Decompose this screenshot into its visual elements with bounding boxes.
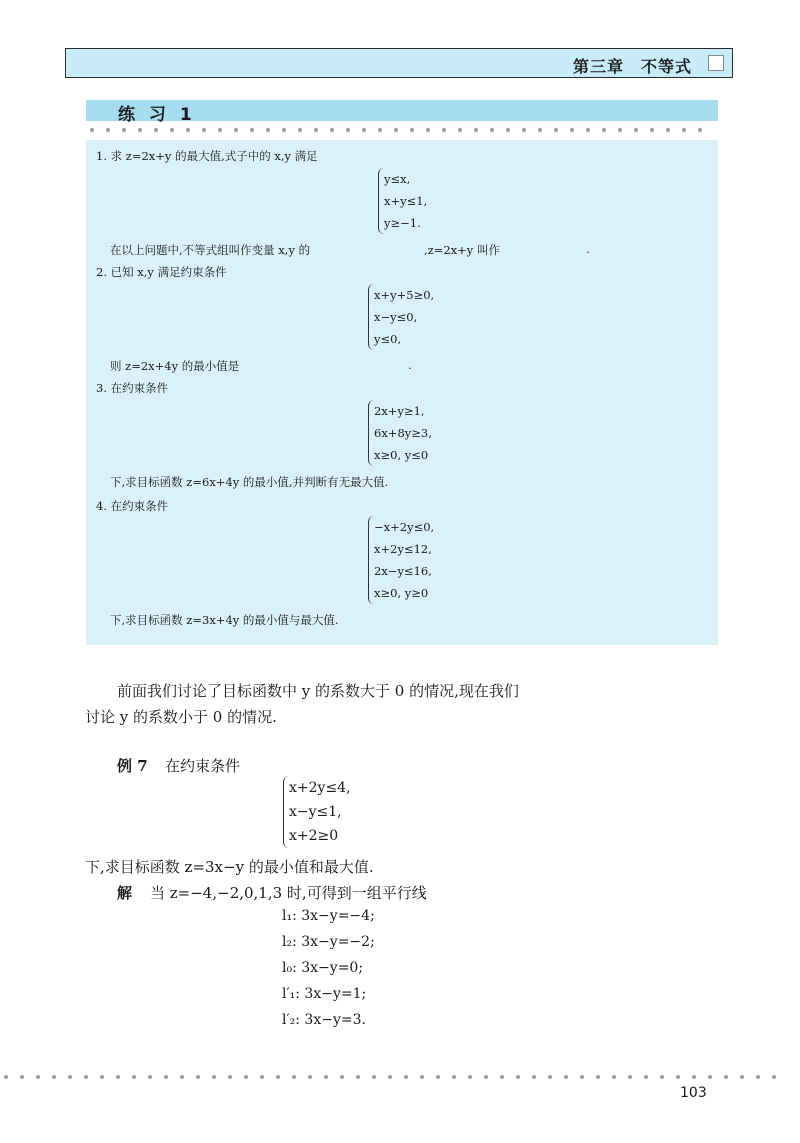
divider-dot	[314, 128, 318, 132]
exercise-title: 练 习 1	[118, 105, 196, 125]
divider-dot	[676, 1075, 680, 1079]
divider-dot	[20, 1075, 24, 1079]
example-ineq-1: x+2y≤4,	[289, 780, 351, 796]
divider-dot	[650, 128, 654, 132]
example-ineq-3: x+2≥0	[289, 828, 339, 844]
divider-dot	[388, 1075, 392, 1079]
divider-dot	[196, 1075, 200, 1079]
q4-prompt: 4. 在约束条件	[96, 499, 169, 513]
divider-dot	[84, 1075, 88, 1079]
q3-after: 下,求目标函数 z=6x+4y 的最小值,并判断有无最大值.	[110, 475, 389, 489]
divider-dot	[634, 128, 638, 132]
q3-ineq-1: 2x+y≥1,	[374, 404, 425, 418]
divider-dot	[372, 1075, 376, 1079]
divider-dot	[580, 1075, 584, 1079]
divider-dot	[218, 128, 222, 132]
divider-dot	[100, 1075, 104, 1079]
header-square-decoration	[708, 55, 724, 71]
divider-dot	[250, 128, 254, 132]
divider-dot	[148, 1075, 152, 1079]
q1-fill-text2: ,z=2x+y 叫作	[424, 243, 500, 257]
example-system	[283, 776, 351, 848]
q1-system	[378, 168, 427, 234]
divider-dot	[708, 1075, 712, 1079]
q1-fill-text: 在以上问题中,不等式组叫作变量 x,y 的	[110, 243, 311, 257]
q1-ineq-2: x+y≤1,	[384, 194, 428, 208]
dotted-divider-bottom	[4, 1075, 788, 1079]
divider-dot	[516, 1075, 520, 1079]
divider-dot	[740, 1075, 744, 1079]
q3-prompt: 3. 在约束条件	[96, 381, 169, 395]
divider-dot	[292, 1075, 296, 1079]
solution-label: 解	[117, 884, 133, 902]
divider-dot	[772, 1075, 776, 1079]
q2-ineq-2: x−y≤0,	[374, 310, 418, 324]
para1-line1: 前面我们讨论了目标函数中 y 的系数大于 0 的情况,现在我们	[117, 682, 519, 700]
divider-dot	[4, 1075, 8, 1079]
q2-ineq-1: x+y+5≥0,	[374, 288, 435, 302]
q2-ineq-3: y≤0,	[374, 332, 402, 346]
q4-system	[368, 516, 434, 604]
example-after: 下,求目标函数 z=3x−y 的最小值和最大值.	[85, 858, 374, 876]
divider-dot	[644, 1075, 648, 1079]
divider-dot	[52, 1075, 56, 1079]
q1-prompt: 1. 求 z=2x+y 的最大值,式子中的 x,y 满足	[96, 149, 318, 163]
divider-dot	[116, 1075, 120, 1079]
parallel-line-l1-prime: l′₁: 3x−y=1;	[282, 986, 367, 1002]
divider-dot	[170, 128, 174, 132]
divider-dot	[554, 128, 558, 132]
divider-dot	[484, 1075, 488, 1079]
divider-dot	[180, 1075, 184, 1079]
divider-dot	[692, 1075, 696, 1079]
q2-after: 则 z=2x+4y 的最小值是	[110, 359, 240, 373]
q2-prompt: 2. 已知 x,y 满足约束条件	[96, 265, 227, 279]
divider-dot	[186, 128, 190, 132]
divider-dot	[660, 1075, 664, 1079]
divider-dot	[330, 128, 334, 132]
divider-dot	[410, 128, 414, 132]
divider-dot	[612, 1075, 616, 1079]
divider-dot	[596, 1075, 600, 1079]
divider-dot	[138, 128, 142, 132]
divider-dot	[618, 128, 622, 132]
divider-dot	[458, 128, 462, 132]
divider-dot	[106, 128, 110, 132]
solution-text: 当 z=−4,−2,0,1,3 时,可得到一组平行线	[150, 884, 427, 902]
parallel-line-l2-prime: l′₂: 3x−y=3.	[282, 1012, 366, 1028]
divider-dot	[154, 128, 158, 132]
divider-dot	[628, 1075, 632, 1079]
q3-ineq-2: 6x+8y≥3,	[374, 426, 432, 440]
divider-dot	[308, 1075, 312, 1079]
exercise-box	[86, 140, 718, 645]
divider-dot	[378, 128, 382, 132]
q4-ineq-4: x≥0, y≥0	[374, 586, 429, 600]
divider-dot	[228, 1075, 232, 1079]
divider-dot	[420, 1075, 424, 1079]
divider-dot	[282, 128, 286, 132]
q4-after: 下,求目标函数 z=3x+4y 的最小值与最大值.	[110, 613, 339, 627]
divider-dot	[324, 1075, 328, 1079]
q2-after-end: .	[408, 358, 412, 372]
divider-dot	[244, 1075, 248, 1079]
divider-dot	[276, 1075, 280, 1079]
divider-dot	[362, 128, 366, 132]
divider-dot	[202, 128, 206, 132]
chapter-title: 第三章 不等式	[572, 57, 692, 76]
divider-dot	[164, 1075, 168, 1079]
divider-dot	[490, 128, 494, 132]
dotted-divider-top	[90, 128, 714, 132]
divider-dot	[698, 128, 702, 132]
divider-dot	[474, 128, 478, 132]
example-text: 在约束条件	[165, 757, 241, 775]
divider-dot	[122, 128, 126, 132]
page-number: 103	[680, 1085, 707, 1101]
q1-ineq-3: y≥−1.	[384, 216, 421, 230]
divider-dot	[442, 128, 446, 132]
q1-fill-end: .	[586, 242, 590, 256]
parallel-line-l0: l₀: 3x−y=0;	[282, 960, 364, 976]
divider-dot	[586, 128, 590, 132]
divider-dot	[756, 1075, 760, 1079]
q3-ineq-3: x≥0, y≤0	[374, 448, 429, 462]
divider-dot	[724, 1075, 728, 1079]
divider-dot	[394, 128, 398, 132]
divider-dot	[132, 1075, 136, 1079]
parallel-line-l1: l₁: 3x−y=−4;	[282, 908, 375, 924]
divider-dot	[602, 128, 606, 132]
q4-ineq-2: x+2y≤12,	[374, 542, 432, 556]
divider-dot	[522, 128, 526, 132]
divider-dot	[260, 1075, 264, 1079]
divider-dot	[266, 128, 270, 132]
exercise-title-band	[86, 100, 718, 125]
divider-dot	[68, 1075, 72, 1079]
divider-dot	[234, 128, 238, 132]
divider-dot	[346, 128, 350, 132]
divider-dot	[506, 128, 510, 132]
divider-dot	[340, 1075, 344, 1079]
q3-system	[368, 400, 432, 466]
divider-dot	[682, 128, 686, 132]
q4-ineq-3: 2x−y≤16,	[374, 564, 432, 578]
divider-dot	[426, 128, 430, 132]
divider-dot	[564, 1075, 568, 1079]
q2-system	[368, 284, 434, 350]
para1-line2: 讨论 y 的系数小于 0 的情况.	[85, 708, 277, 726]
divider-dot	[468, 1075, 472, 1079]
chapter-header-bar	[65, 48, 733, 78]
divider-dot	[570, 128, 574, 132]
example-label: 例 7	[117, 757, 148, 775]
q4-ineq-1: −x+2y≤0,	[374, 520, 435, 534]
divider-dot	[404, 1075, 408, 1079]
divider-dot	[212, 1075, 216, 1079]
divider-dot	[548, 1075, 552, 1079]
divider-dot	[356, 1075, 360, 1079]
divider-dot	[298, 128, 302, 132]
q1-ineq-1: y≤x,	[384, 172, 411, 186]
divider-dot	[436, 1075, 440, 1079]
divider-dot	[500, 1075, 504, 1079]
divider-dot	[532, 1075, 536, 1079]
divider-dot	[666, 128, 670, 132]
divider-dot	[538, 128, 542, 132]
parallel-line-l2: l₂: 3x−y=−2;	[282, 934, 375, 950]
divider-dot	[90, 128, 94, 132]
divider-dot	[36, 1075, 40, 1079]
example-ineq-2: x−y≤1,	[289, 804, 342, 820]
divider-dot	[452, 1075, 456, 1079]
